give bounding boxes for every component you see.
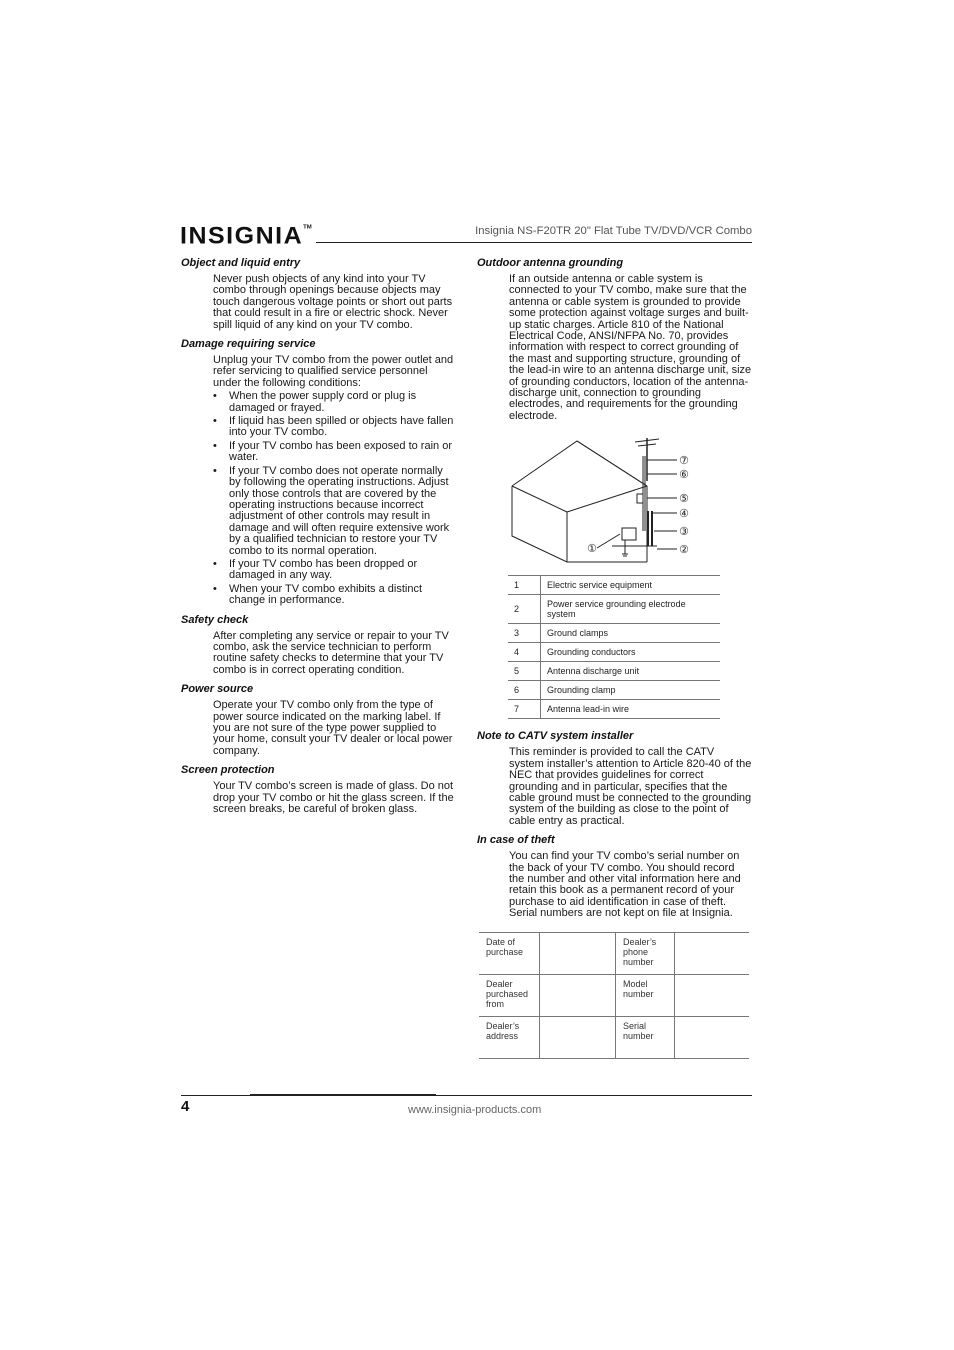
- section-text: After completing any service or repair to your TV combo, ask the service technician to perform routine safety checks to determine that your TV combo is in correct operating condition.: [213, 629, 449, 676]
- list-item: • When your TV combo exhibits a distinct change in performance.: [213, 584, 456, 607]
- header-rule: [316, 242, 752, 243]
- page-number: 4: [181, 1098, 190, 1115]
- footer-rule-accent: [250, 1094, 436, 1096]
- section-text: Never push objects of any kind into your TV combo through openings because objects may touch dangerous voltage points or short out parts that could result in a fire or electric shock. Never spill liquid of any kind on your TV combo.: [213, 273, 453, 331]
- section-power-source: [181, 682, 456, 757]
- section-text: This reminder is provided to call the CATV system installer’s attention to Article 820-40 of the NEC that provides guidelines for correct grounding and in particular, specifies that the cable ground must be connected to the grounding system of the building as close to the point of cable entry as practical.: [509, 746, 752, 827]
- callout-5: ⑤: [679, 492, 689, 506]
- table-row: 6 Grounding clamp: [508, 681, 720, 700]
- record-field-blank[interactable]: [540, 932, 616, 974]
- callout-1: ①: [587, 542, 597, 556]
- list-item: • If your TV combo has been exposed to rain or water.: [213, 441, 456, 464]
- service-equipment: [622, 528, 636, 540]
- list-item: • When the power supply cord or plug is damaged or frayed.: [213, 391, 456, 414]
- footer-url[interactable]: www.insignia-products.com: [408, 1104, 542, 1116]
- diagram-legend-table: [508, 575, 720, 719]
- section-heading: Safety check: [181, 613, 249, 626]
- house-roof-ridge: [577, 441, 647, 486]
- discharge-unit: [637, 494, 643, 503]
- section-text: Unplug your TV combo from the power outlet and refer servicing to qualified service personnel under the following conditions:: [213, 354, 454, 389]
- record-field-blank[interactable]: [675, 932, 750, 974]
- section-text: If an outside antenna or cable system is connected to your TV combo, make sure that the antenna or cable system is grounded to provide some protection against voltage surges and built-up static charges. Article 810 of the National Electrical Code, ANSI/NFPA No. 70, provides information with respect to correct grounding of the mast and supporting structure, grounding of the lead-in wire to an antenna discharge unit, size of grounding conductors, location of the antenna-discharge unit, connection to grounding electrodes, and requirements for the grounding electrode.: [509, 273, 752, 422]
- section-object-liquid: [181, 256, 456, 331]
- list-item: • If liquid has been spilled or objects have fallen into your TV combo.: [213, 416, 456, 439]
- callout-7: ⑦: [679, 454, 689, 468]
- record-field-blank[interactable]: [540, 974, 616, 1016]
- section-text: Operate your TV combo only from the type of power source indicated on the marking label. If you are not sure of the type power supplied to your home, consult your TV dealer or local power company.: [213, 699, 453, 757]
- antenna-grounding-diagram: [507, 436, 727, 566]
- section-text: Your TV combo’s screen is made of glass. Do not drop your TV combo or hit the glass screen. If the screen breaks, be careful of broken glass.: [213, 780, 454, 816]
- table-row: 1 Electric service equipment: [508, 576, 720, 595]
- callout-2: ②: [679, 543, 689, 557]
- list-item: • If your TV combo has been dropped or damaged in any way.: [213, 559, 456, 582]
- table-row: Dealer purchased from Model number: [479, 974, 749, 1016]
- callout-6: ⑥: [679, 468, 689, 482]
- left-column: [181, 256, 456, 821]
- section-heading: Power source: [181, 683, 254, 696]
- house-roof-edge: [512, 486, 567, 512]
- house-eave: [567, 486, 647, 512]
- table-row: 4 Grounding conductors: [508, 643, 720, 662]
- callout-3: ③: [679, 525, 689, 539]
- section-text: You can find your TV combo’s serial number on the back of your TV combo. You should record the number and other vital information here and retain this book as a permanent record of your purchase to aid identification in case of theft. Serial numbers are not kept on file at Insignia.: [509, 850, 741, 920]
- section-damage-service: [181, 337, 456, 607]
- table-row: 7 Antenna lead-in wire: [508, 700, 720, 719]
- section-heading: Object and liquid entry: [181, 257, 301, 269]
- house-side: [512, 486, 647, 562]
- section-heading: Damage requiring service: [181, 338, 316, 351]
- table-row: 5 Antenna discharge unit: [508, 662, 720, 681]
- section-screen-protection: [181, 763, 456, 815]
- section-heading: In case of theft: [477, 834, 555, 847]
- section-heading: Note to CATV system installer: [477, 730, 634, 743]
- section-catv-note: [477, 729, 752, 827]
- section-heading: Screen protection: [181, 764, 275, 777]
- conditions-list: [213, 391, 456, 606]
- section-safety-check: [181, 613, 456, 677]
- document-title: Insignia NS-F20TR 20" Flat Tube TV/DVD/VCR Combo: [475, 225, 752, 237]
- record-field-blank[interactable]: [675, 1016, 750, 1058]
- insignia-logo: INSIGNIA™: [180, 222, 312, 250]
- table-row: 2 Power service grounding electrode system: [508, 595, 720, 624]
- purchase-record-table: [479, 932, 749, 1059]
- record-field-blank[interactable]: [675, 974, 750, 1016]
- record-field-blank[interactable]: [540, 1016, 616, 1058]
- table-row: Dealer’s address Serial number: [479, 1016, 749, 1058]
- house-roof-outline: [512, 441, 647, 486]
- table-row: Date of purchase Dealer’s phone number: [479, 932, 749, 974]
- section-theft: [477, 833, 752, 1058]
- callout-4: ④: [679, 507, 689, 521]
- section-heading: Outdoor antenna grounding: [477, 257, 624, 269]
- right-column: [477, 256, 752, 1065]
- table-row: 3 Ground clamps: [508, 624, 720, 643]
- list-item: • If your TV combo does not operate normally by following the operating instructions. Adjust only those controls that are covered by the operating instructions because incorrect adjustment of other controls may result in damage and will often require extensive work by a qualified technician to restore your TV combo to its normal operation.: [213, 466, 456, 557]
- section-antenna-grounding: [477, 256, 752, 422]
